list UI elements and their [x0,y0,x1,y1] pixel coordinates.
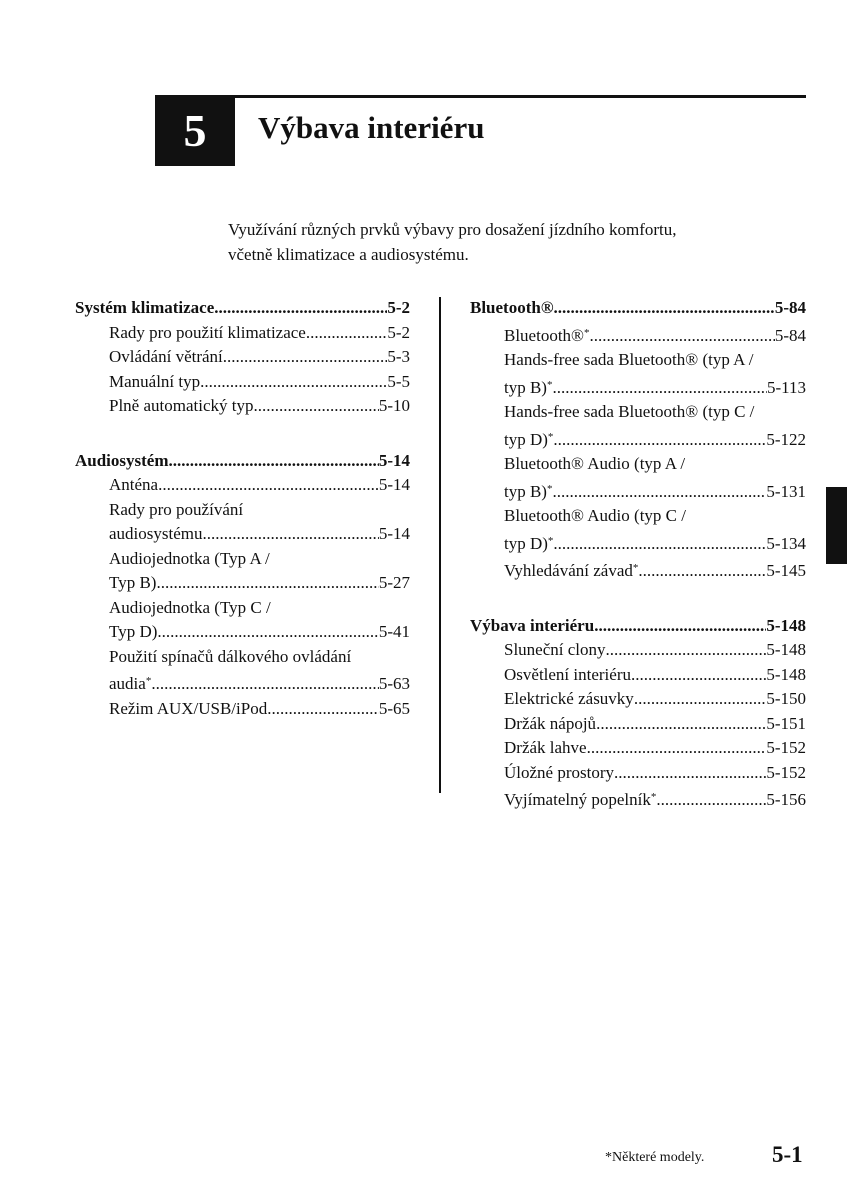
toc-entry [470,504,806,529]
toc-left-column [75,296,410,751]
toc-entry-page: 5-84 [774,298,806,317]
toc-entry [75,596,410,621]
toc-entry [75,321,410,346]
toc-entry [470,736,806,761]
toc-entry-label: Audiojednotka (Typ C / [109,597,271,617]
toc-entry-page: 5-151 [766,713,806,733]
toc-entry-label: Hands-free sada Bluetooth® (typ C / [504,402,755,421]
toc-entry-label: Bluetooth® [470,298,554,317]
toc-leader-dots [157,620,378,645]
toc-entry [75,473,410,498]
toc-entry-page: 5-3 [387,347,410,366]
toc-section-heading [470,296,806,321]
chapter-title: Výbava interiéru [258,110,485,145]
toc-right-column [470,296,806,843]
toc-entry [75,394,410,419]
toc-leader-dots [634,687,767,712]
toc-entry-label: audiosystému [109,524,203,543]
toc-entry-page: 5-65 [378,698,410,718]
toc-entry [75,669,410,697]
toc-leader-dots [553,532,766,557]
toc-entry-label: Použití spínačů dálkového ovládání [109,646,352,666]
toc-entry-label: Osvětlení interiéru [504,664,631,684]
header-rule [155,95,806,98]
toc-leader-dots [267,697,379,722]
toc-entry-page: 5-5 [387,371,410,391]
toc-entry-page: 5-27 [378,573,410,592]
toc-leader-dots [223,345,388,370]
footnote: *Některé modely. [605,1150,705,1165]
toc-entry [470,321,806,349]
toc-entry [75,620,410,645]
toc-leader-dots [552,480,766,505]
toc-entry-page: 5-113 [766,377,806,397]
toc-leader-dots [596,712,766,737]
page-number: 5-1 [772,1142,803,1167]
toc-entry [470,785,806,813]
toc-entry-label: Ovládání větrání [109,347,223,366]
toc-entry [75,522,410,547]
toc-entry [75,370,410,395]
toc-entry [470,712,806,737]
toc-entry-page: 5-148 [766,664,806,684]
toc-entry-label: Držák nápojů [504,713,597,733]
toc-leader-dots [587,736,767,761]
toc-entry-label: Typ D) [109,622,158,641]
toc-entry-page: 5-134 [766,533,806,553]
toc-entry-label: Rady pro použití klimatizace [109,322,306,342]
toc-entry [75,697,410,722]
toc-entry [470,556,806,584]
chapter-number: 5 [183,105,207,156]
chapter-thumb-tab [826,487,847,564]
toc-entry-label: Vyjímatelný popelník* [504,790,657,809]
toc-leader-dots [552,376,766,401]
column-divider [439,297,441,793]
toc-entry [470,663,806,688]
toc-entry [470,452,806,477]
toc-entry-page: 5-14 [378,524,410,543]
toc-entry-label: Sluneční clony [504,640,606,659]
toc-leader-dots [253,394,378,419]
toc-entry [470,477,806,505]
toc-entry-label: Audiojednotka (Typ A / [109,548,270,568]
toc-entry-label: Bluetooth® Audio (typ C / [504,506,686,525]
toc-entry-label: Vyhledávání závad* [504,561,639,580]
toc-leader-dots [553,428,766,453]
toc-leader-dots [156,571,378,596]
toc-entry-label: Rady pro používání [109,499,244,519]
toc-entry-page: 5-2 [387,322,410,342]
toc-leader-dots [158,473,379,498]
toc-entry-page: 5-148 [766,640,806,659]
toc-entry [470,425,806,453]
toc-entry-label: Audiosystém [75,450,169,470]
intro-line: Využívání různých prvků výbavy pro dosažení jízdního komfortu, [228,220,677,239]
toc-entry-label: typ B)* [504,377,553,397]
toc-entry [470,761,806,786]
toc-leader-dots [631,663,766,688]
toc-entry [75,571,410,596]
toc-entry-label: typ D)* [504,533,554,553]
toc-entry-page: 5-122 [766,429,806,449]
toc-leader-dots [151,672,379,697]
toc-entry [470,373,806,401]
toc-entry-label: Úložné prostory [504,762,615,782]
toc-entry-page: 5-150 [766,689,806,708]
toc-section [75,449,410,722]
toc-leader-dots [638,559,766,584]
toc-entry-page: 5-10 [378,396,410,415]
toc-entry-label: Systém klimatizace [75,298,215,317]
toc-entry-label: Manuální typ [109,371,201,391]
toc-entry [75,498,410,523]
toc-entry-page: 5-2 [387,298,410,317]
toc-entry-page: 5-41 [378,622,410,641]
toc-entry-page: 5-14 [378,450,410,470]
toc-entry-page: 5-152 [766,738,806,757]
toc-entry-label: Výbava interiéru [470,615,595,635]
toc-leader-dots [614,761,766,786]
toc-section [470,614,806,813]
toc-leader-dots [200,370,387,395]
toc-entry-label: Režim AUX/USB/iPod [109,698,268,718]
toc-entry [75,547,410,572]
toc-leader-dots [306,321,387,346]
toc-leader-dots [594,614,766,639]
toc-leader-dots [203,522,379,547]
toc-entry-label: Bluetooth®* [504,325,590,345]
toc-entry-label: Držák lahve [504,738,587,757]
toc-leader-dots [169,449,379,474]
toc-entry [75,645,410,670]
toc-entry-label: audia* [109,674,152,693]
toc-entry-page: 5-152 [766,762,806,782]
toc-entry [470,638,806,663]
toc-entry-page: 5-145 [766,561,806,580]
toc-entry-page: 5-131 [766,481,806,501]
toc-section-heading [75,449,410,474]
toc-entry [470,400,806,425]
toc-entry [470,529,806,557]
toc-section [75,296,410,419]
toc-entry-page: 5-156 [766,790,806,809]
toc-leader-dots [606,638,767,663]
toc-entry-label: Anténa [109,475,159,494]
toc-entry-page: 5-63 [378,674,410,693]
toc-entry-label: Plně automatický typ [109,396,254,415]
toc-entry-page: 5-14 [378,475,410,494]
toc-section-heading [75,296,410,321]
toc-leader-dots [589,324,774,349]
intro-line: včetně klimatizace a audiosystému. [228,244,469,264]
toc-section [470,296,806,584]
toc-section-heading [470,614,806,639]
toc-entry-label: Bluetooth® Audio (typ A / [504,454,686,473]
chapter-number-box [155,95,235,166]
toc-entry-page: 5-148 [766,615,806,635]
toc-entry [470,687,806,712]
toc-entry-label: typ D)* [504,429,554,449]
chapter-intro [228,218,788,267]
toc-entry-label: Typ B) [109,573,157,592]
toc-entry [470,348,806,373]
toc-leader-dots [214,296,387,321]
toc-entry-label: typ B)* [504,481,553,501]
toc-entry-label: Hands-free sada Bluetooth® (typ A / [504,350,754,369]
toc-entry [75,345,410,370]
toc-entry-page: 5-84 [774,325,806,345]
toc-entry-label: Elektrické zásuvky [504,689,634,708]
toc-leader-dots [656,788,766,813]
toc-leader-dots [554,296,775,321]
